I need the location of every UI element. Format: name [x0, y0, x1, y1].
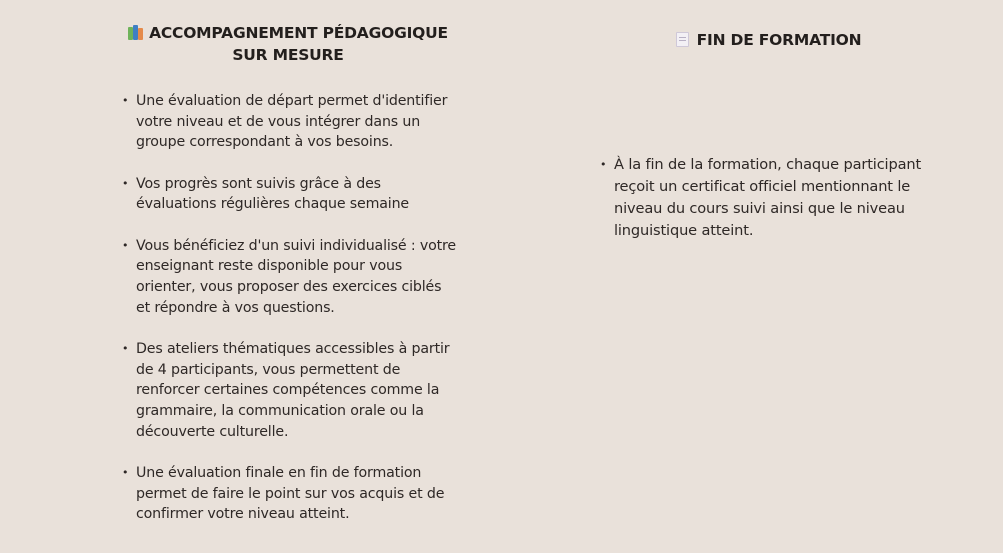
list-item: • Une évaluation finale en fin de formation permet de faire le point sur vos acquis et de confirmer votre niveau atteint. [118, 463, 458, 525]
books-icon [128, 25, 144, 40]
list-item: • Vous bénéficiez d'un suivi individualisé : votre enseignant reste disponible pour vous orienter, vous proposer des exercices ciblés et répondre à vos questions. [118, 236, 458, 319]
list-item: • Une évaluation de départ permet d'identifier votre niveau et de vous intégrer dans un groupe correspondant à vos besoins. [118, 91, 458, 153]
end-of-training-list [596, 154, 941, 242]
end-of-training-heading [596, 29, 941, 51]
end-of-training-section [596, 0, 941, 242]
end-of-training-title: FIN DE FORMATION [696, 31, 862, 49]
pedagogical-support-title: ACCOMPAGNEMENT PÉDAGOGIQUE SUR MESURE [149, 24, 448, 64]
document-icon [676, 32, 689, 47]
pedagogical-support-section [118, 0, 458, 545]
list-item: • Des ateliers thématiques accessibles à partir de 4 participants, vous permettent de renforcer certaines compétences comme la grammaire, la communication orale ou la découverte culturelle. [118, 339, 458, 443]
pedagogical-support-list [118, 91, 458, 525]
list-item: • À la fin de la formation, chaque participant reçoit un certificat officiel mentionnant le niveau du cours suivi ainsi que le niveau linguistique atteint. [596, 154, 941, 242]
list-item: • Vos progrès sont suivis grâce à des évaluations régulières chaque semaine [118, 174, 458, 215]
pedagogical-support-heading [118, 22, 458, 66]
